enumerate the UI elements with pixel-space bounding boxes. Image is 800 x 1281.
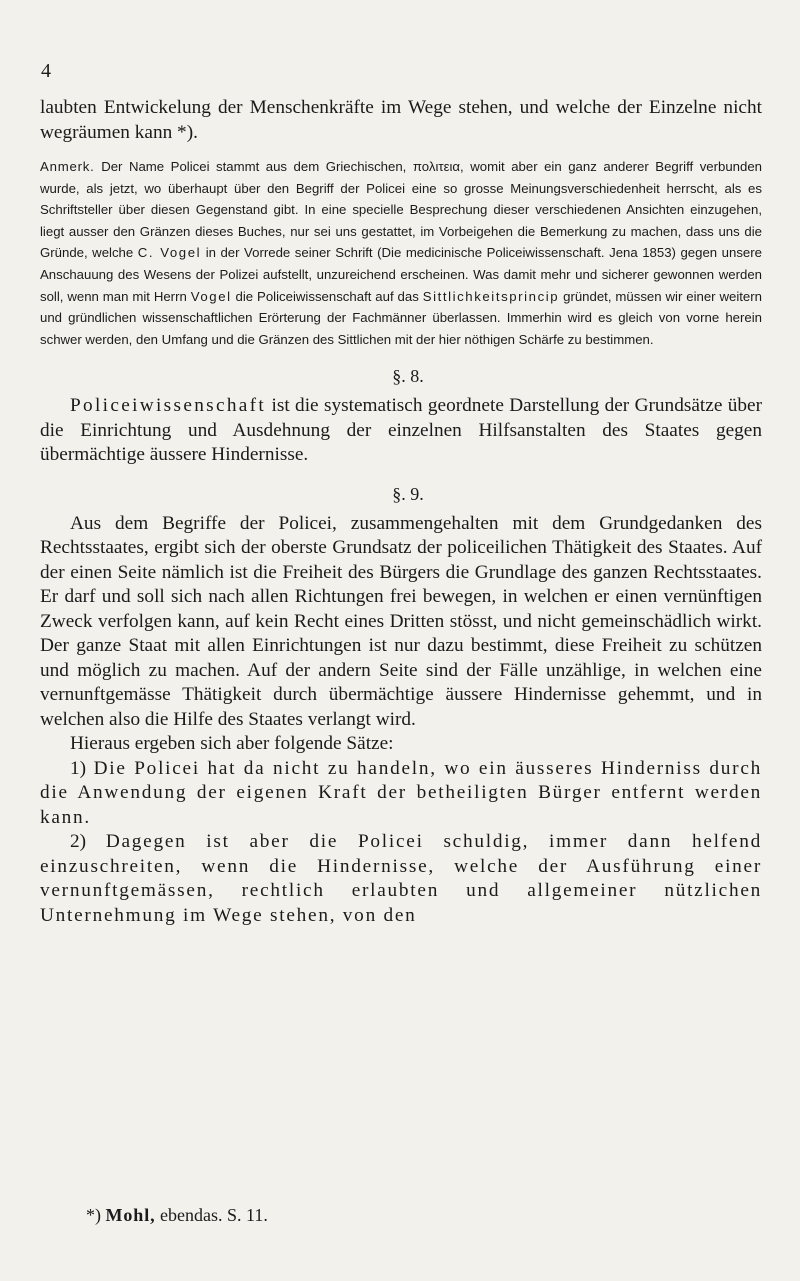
section-heading-8: §. 8.: [392, 366, 424, 387]
note-term: Sittlichkeitsprincip: [422, 288, 560, 304]
thesis-1-text: Die Policei hat da nicht zu handeln, wo ein äusseres Hinderniss durch die Anwendung der eigenen Kraft der betheiligten Bürger entfernt werden kann.: [40, 757, 762, 828]
page-number: 4: [41, 60, 51, 82]
section-9-paragraph-2: Hieraus ergeben sich aber folgende Sätze:: [70, 733, 394, 755]
note-text-2: womit aber ein ganz anderer Begriff verbunden wurde, als jetzt, wo überhaupt über den Begriff der Policei eine so grosse Meinungsverschiedenheit herrscht, als es Schriftsteller über diesen Gegenstand gibt. In eine specielle Besprechung dieser verschiedenen Ansichten einzugehen, liegt ausser den Gränzen dieses Buches, nur sei uns gestattet, im Vorbeigehen die Bemerkung zu machen, dass uns die Gründe, welche: [40, 159, 763, 261]
note-author-name-2: Vogel: [190, 288, 232, 304]
note-greek-word: πολιτεια,: [412, 159, 464, 174]
note-text-5: gründet, müssen wir einer weitern und gründlichen wissenschaftlichen Erörterung der Fachmänner überlassen. Immerhin wird es gleich von vorne herein schwer werden, den Umfang und die Gränzen des Sittlichen mit der hier nöthigen Schärfe zu bestimmen.: [40, 288, 762, 347]
section-heading-9: §. 9.: [392, 483, 424, 504]
footnote-marker: *): [86, 1205, 101, 1225]
thesis-2: [40, 830, 762, 928]
section-8-text: ist die systematisch geordnete Darstellung der Grundsätze über die Einrichtung und Ausdehnung der einzelnen Hilfsanstalten des Staates gegen übermächtige äussere Hindernisse.: [40, 395, 762, 466]
note-text-1: Der Name Policei stammt aus dem Griechischen,: [101, 159, 407, 174]
thesis-2-number: 2): [70, 831, 87, 853]
annotation-note: [40, 156, 762, 350]
footnote-text: ebendas. S. 11.: [160, 1205, 268, 1225]
footnote-author: Mohl,: [105, 1205, 156, 1225]
section-8-paragraph: [40, 394, 762, 468]
thesis-1-number: 1): [70, 757, 87, 779]
thesis-1: [40, 757, 762, 831]
note-text-3: in der Vorrede seiner Schrift (Die medicinische Policeiwissenschaft. Jena 1853) gegen unsere Anschauung des Wesens der Polizei aufstellt, unzureichend erscheinen. Was damit mehr und sicherer gewonnen werden soll, wenn man mit Herrn: [40, 245, 762, 304]
thesis-2-text: Dagegen ist aber die Policei schuldig, immer dann helfend einzuschreiten, wenn die Hindernisse, welche der Ausführung einer vernunftgemässen, rechtlich erlaubten und allgemeiner nützlichen Unternehmung im Wege stehen, von den: [40, 831, 762, 926]
note-text-4: die Policeiwissenschaft auf das: [235, 288, 419, 304]
page-content: [40, 96, 762, 928]
opening-paragraph: laubten Entwickelung der Menschenkräfte im Wege stehen, und welche der Einzelne nicht wegräumen kann *).: [40, 97, 762, 143]
note-author-name: C. Vogel: [137, 245, 202, 261]
section-9-paragraph-1: Aus dem Begriffe der Policei, zusammengehalten mit dem Grundgedanken des Rechtsstaates, ergibt sich der oberste Grundsatz der policeilichen Thätigkeit des Staates. Auf der einen Seite nämlich ist die Freiheit des Bürgers die Grundlage des ganzen Rechtsstaates. Er darf und soll sich nach allen Richtungen frei bewegen, in welchen er einen vernünftigen Zweck verfolgen kann, auf kein Recht eines Dritten stösst, und nicht gemeinschädlich wirkt. Der ganze Staat mit allen Einrichtungen ist nur dazu bestimmt, diese Freiheit zu schützen und möglich zu machen. Auf der andern Seite sind der Fälle unzählige, in welchen eine vernunftgemässe Thätigkeit durch übermächtige äussere Hindernisse gehemmt, und in welchen also die Hilfe des Staates verlangt wird.: [40, 512, 762, 730]
footnote: [86, 1204, 268, 1226]
section-8-term: Policeiwissenschaft: [70, 395, 267, 417]
note-label: Anmerk.: [40, 159, 95, 174]
